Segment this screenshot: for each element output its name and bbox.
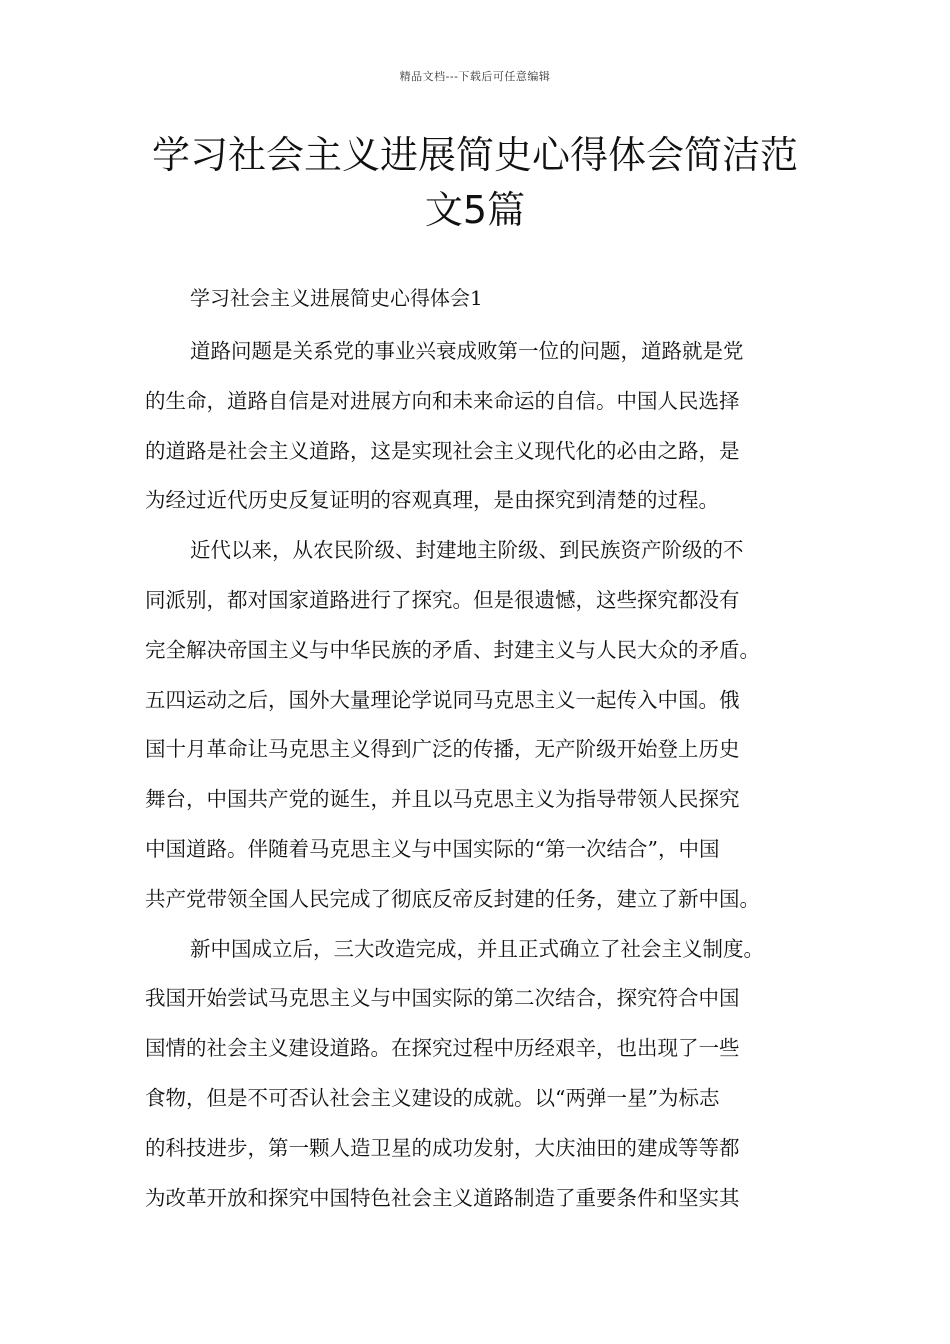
text-line: 国情的社会主义建设道路。在探究过程中历经艰辛，也出现了一些 (145, 1036, 740, 1061)
text-line: 的科技进步，第一颗人造卫星的成功发射，大庆油田的建成等等都 (145, 1135, 740, 1160)
text-line: 完全解决帝国主义与中华民族的矛盾、封建主义与人民大众的矛盾。 (145, 637, 760, 662)
title-line: 学习社会主义进展简史心得体会简洁范 (151, 133, 798, 177)
text-line: 为改革开放和探究中国特色社会主义道路制造了重要条件和坚实其 (145, 1185, 740, 1210)
text-line: 食物，但是不可否认社会主义建设的成就。以“两弹一星”为标志 (145, 1085, 720, 1110)
text-line: 中国道路。伴随着马克思主义与中国实际的“第一次结合”，中国 (145, 836, 720, 861)
text-line: 道路问题是关系党的事业兴衰成败第一位的问题，道路就是党 (190, 339, 744, 363)
paragraph (145, 925, 810, 1224)
text-line: 同派别，都对国家道路进行了探究。但是很遗憾，这些探究都没有 (145, 587, 740, 612)
document-title (120, 128, 830, 238)
paragraph (145, 327, 810, 526)
text-line: 为经过近代历史反复证明的容观真理，是由探究到清楚的过程。 (145, 488, 719, 513)
body-text (145, 327, 810, 1223)
section-heading: 学习社会主义进展简史心得体会1 (190, 286, 483, 310)
text-line: 舞台，中国共产党的诞生，并且以马克思主义为指导带领人民探究 (145, 787, 740, 812)
text-line: 的生命，道路自信是对进展方向和未来命运的自信。中国人民选择 (145, 388, 740, 413)
text-line: 我国开始尝试马克思主义与中国实际的第二次结合，探究符合中国 (145, 986, 740, 1011)
paragraph (145, 526, 810, 924)
text-line: 的道路是社会主义道路，这是实现社会主义现代化的必由之路，是 (145, 438, 740, 463)
text-line: 近代以来，从农民阶级、封建地主阶级、到民族资产阶级的不 (190, 538, 744, 563)
text-line: 新中国成立后，三大改造完成，并且正式确立了社会主义制度。 (190, 936, 764, 961)
text-line: 五四运动之后，国外大量理论学说同马克思主义一起传入中国。俄 (145, 687, 740, 712)
text-line: 国十月革命让马克思主义得到广泛的传播，无产阶级开始登上历史 (145, 737, 740, 762)
text-line: 共产党带领全国人民完成了彻底反帝反封建的任务，建立了新中国。 (145, 886, 760, 911)
header-note: 精品文档---下载后可任意编辑 (399, 70, 551, 83)
title-line: 文5篇 (424, 188, 526, 232)
